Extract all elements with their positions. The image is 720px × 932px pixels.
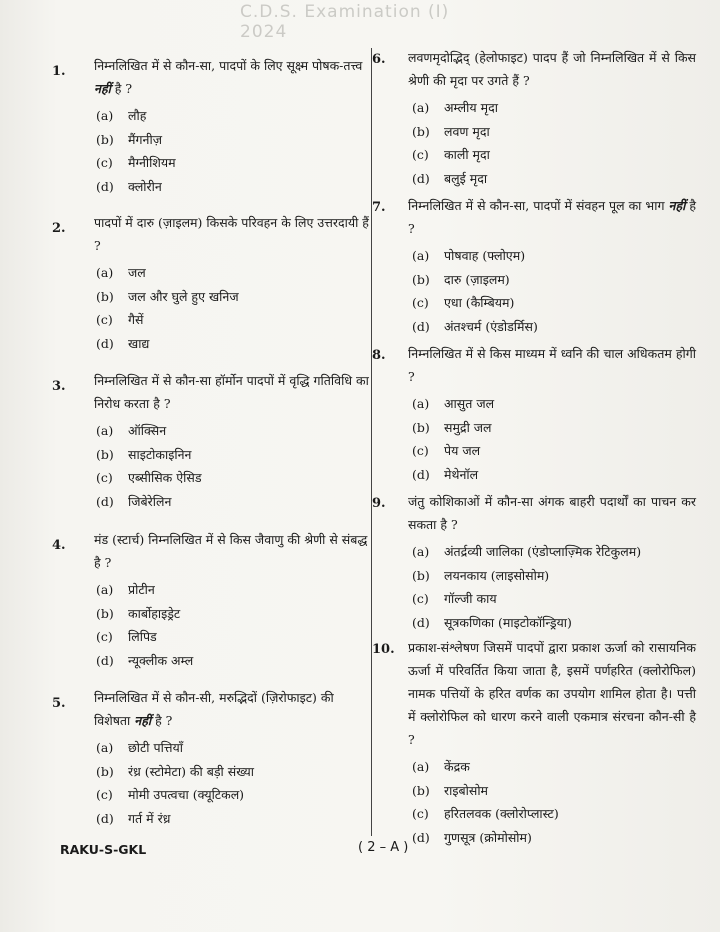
options-list xyxy=(96,261,372,355)
option-d: (d) बलुई मृदा xyxy=(412,170,488,186)
question-text: मंड (स्टार्च) निम्नलिखित में से किस जैवाणु की श्रेणी से संबद्ध है ? xyxy=(94,532,368,570)
options-list xyxy=(412,755,696,849)
option-d: (d) खाद्य xyxy=(96,335,150,351)
option-d: (d) सूत्रकणिका (माइटोकॉन्ड्रिया) xyxy=(412,614,572,630)
question-text: प्रकाश-संश्लेषण जिसमें पादपों द्वारा प्रकाश ऊर्जा को रासायनिक ऊर्जा में परिवर्तित किया जाता है, इसमें पर्णहरित (क्लोरोफिल) नामक पत्तियों के हरित वर्णक का उपयोग शामिल होता है। पत्ती में क्लोरोफिल को धारण करने वाली एकमात्र संरचना कौन-सी है ? xyxy=(408,640,696,747)
options-list xyxy=(412,244,696,338)
option-a: (a) आसुत जल xyxy=(412,396,495,411)
option-c: (c) मोमी उपत्वचा (क्यूटिकल) xyxy=(96,787,245,802)
options-list xyxy=(412,540,696,634)
option-d: (d) गर्त में रंध्र xyxy=(96,810,171,826)
question-8 xyxy=(372,342,696,490)
option-a: (a) लौह xyxy=(96,108,147,123)
question-7 xyxy=(372,194,696,342)
option-b: (b) रंध्र (स्टोमेटा) की बड़ी संख्या xyxy=(96,763,255,779)
option-a: (a) जल xyxy=(96,265,146,280)
option-c: (c) एधा (कैम्बियम) xyxy=(412,295,515,310)
option-d: (d) क्लोरीन xyxy=(96,178,162,194)
option-b: (b) लयनकाय (लाइसोसोम) xyxy=(412,567,550,583)
option-b: (b) मैंगनीज़ xyxy=(96,131,162,147)
question-text: जंतु कोशिकाओं में कौन-सा अंगक बाहरी पदार्थों का पाचन कर सकता है ? xyxy=(408,494,696,532)
question-text: निम्नलिखित में से कौन-सा, पादपों के लिए सूक्ष्म पोषक-तत्त्व नहीं है ? xyxy=(94,58,363,96)
options-list xyxy=(96,736,372,830)
question-1 xyxy=(52,46,372,203)
option-a: (a) प्रोटीन xyxy=(96,582,155,597)
question-text: निम्नलिखित में से कौन-सी, मरुद्भिदों (ज़िरोफाइट) की विशेषता नहीं है ? xyxy=(94,690,334,728)
question-number: 7. xyxy=(372,200,386,215)
question-text: निम्नलिखित में से कौन-सा, पादपों में संवहन पूल का भाग नहीं है ? xyxy=(408,198,696,236)
option-b: (b) राइबोसोम xyxy=(412,782,489,798)
question-number: 10. xyxy=(372,642,395,657)
option-c: (c) काली मृदा xyxy=(412,147,490,162)
question-text: लवणमृदोद्भिद् (हेलोफाइट) पादप हैं जो निम्नलिखित में से किस श्रेणी की मृदा पर उगते हैं ? xyxy=(408,50,696,88)
option-d: (d) मेथेनॉल xyxy=(412,466,479,482)
question-text: पादपों में दारु (ज़ाइलम) किसके परिवहन के लिए उत्तरदायी हैं ? xyxy=(94,215,369,253)
option-b: (b) साइटोकाइनिन xyxy=(96,446,192,462)
question-number: 9. xyxy=(372,496,386,511)
question-2 xyxy=(52,203,372,361)
option-d: (d) गुणसूत्र (क्रोमोसोम) xyxy=(412,829,532,845)
options-list xyxy=(412,392,696,486)
option-c: (c) पेय जल xyxy=(412,443,481,458)
page-number: ( 2 – A ) xyxy=(358,840,409,855)
option-b: (b) जल और घुले हुए खनिज xyxy=(96,288,239,304)
question-9 xyxy=(372,490,696,636)
option-c: (c) हरितलवक (क्लोरोप्लास्ट) xyxy=(412,806,559,821)
question-number: 5. xyxy=(52,696,66,711)
option-b: (b) समुद्री जल xyxy=(412,419,492,435)
option-b: (b) दारु (ज़ाइलम) xyxy=(412,271,510,287)
option-a: (a) केंद्रक xyxy=(412,759,470,774)
option-a: (a) पोषवाह (फ्लोएम) xyxy=(412,248,526,263)
question-number: 1. xyxy=(52,64,66,79)
option-a: (a) ऑक्सिन xyxy=(96,423,167,438)
question-3 xyxy=(52,361,372,520)
question-text: निम्नलिखित में से किस माध्यम में ध्वनि की चाल अधिकतम होगी ? xyxy=(408,346,696,384)
negation-word: नहीं xyxy=(668,198,686,213)
question-10 xyxy=(372,636,696,845)
question-number: 4. xyxy=(52,538,66,553)
options-list xyxy=(96,578,372,672)
option-c: (c) लिपिड xyxy=(96,629,157,644)
option-d: (d) जिबेरेलिन xyxy=(96,493,172,509)
question-number: 6. xyxy=(372,52,386,67)
option-c: (c) गॉल्जी काय xyxy=(412,591,497,606)
negation-word: नहीं xyxy=(134,713,152,728)
option-a: (a) अम्लीय मृदा xyxy=(412,100,498,115)
option-a: (a) छोटी पत्तियाँ xyxy=(96,740,183,755)
question-text: निम्नलिखित में से कौन-सा हॉर्मोन पादपों में वृद्धि गतिविधि का निरोध करता है ? xyxy=(94,373,369,411)
option-d: (d) अंतश्चर्म (एंडोडर्मिस) xyxy=(412,318,538,334)
left-column xyxy=(52,46,372,838)
option-c: (c) मैग्नीशियम xyxy=(96,155,176,170)
options-list xyxy=(96,419,372,513)
question-4 xyxy=(52,520,372,678)
column-divider xyxy=(371,48,372,836)
option-b: (b) कार्बोहाइड्रेट xyxy=(96,605,181,621)
question-number: 8. xyxy=(372,348,386,363)
option-c: (c) एब्सीसिक ऐसिड xyxy=(96,470,202,485)
watermark-text: C.D.S. Examination (I) 2024 xyxy=(240,2,450,42)
question-5 xyxy=(52,678,372,838)
options-list xyxy=(96,104,372,198)
question-number: 2. xyxy=(52,221,66,236)
option-a: (a) अंतर्द्रव्यी जालिका (एंडोप्लाज़्मिक रेटिकुलम) xyxy=(412,544,642,559)
option-b: (b) लवण मृदा xyxy=(412,123,490,139)
paper-code: RAKU-S-GKL xyxy=(60,842,147,857)
option-c: (c) गैसें xyxy=(96,312,144,327)
options-list xyxy=(412,96,696,190)
option-d: (d) न्यूक्लीक अम्ल xyxy=(96,652,194,668)
question-number: 3. xyxy=(52,379,66,394)
negation-word: नहीं xyxy=(94,81,111,96)
question-6 xyxy=(372,46,696,194)
right-column xyxy=(372,46,696,845)
